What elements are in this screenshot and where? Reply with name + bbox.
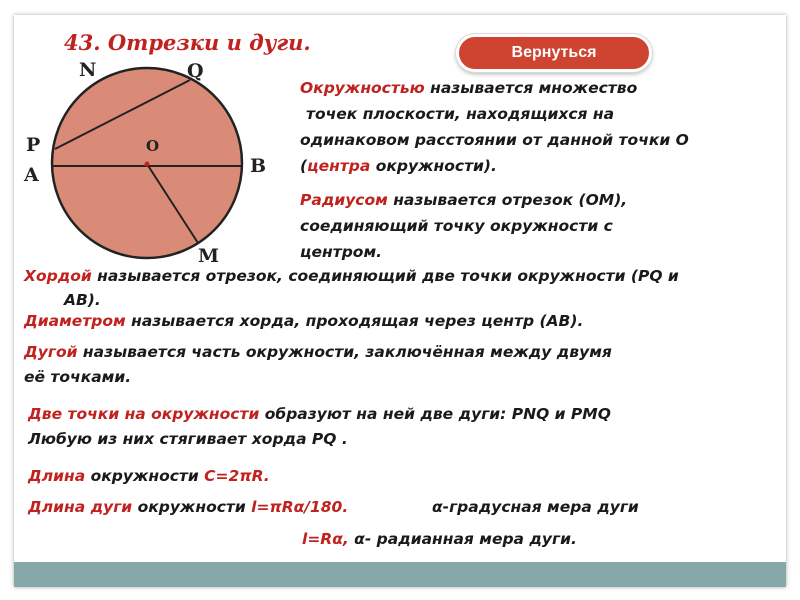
point-label-a: A — [24, 164, 39, 186]
circumference-text: окружности — [85, 467, 205, 485]
point-label-p: P — [26, 134, 41, 156]
def-radius-line3: центром. — [300, 243, 382, 261]
def-circle-line1 — [300, 77, 637, 100]
def-circle-text: называется множество — [424, 79, 638, 97]
radian-line — [302, 528, 577, 551]
def-radius-text: называется отрезок (ОМ), — [387, 191, 628, 209]
def-arc-line2: её точками. — [24, 368, 132, 386]
def-circle-line3: одинаковом расстоянии от данной точки О — [300, 131, 689, 149]
point-label-q: Q — [187, 60, 204, 82]
arc-length-formula: l=πRα/180. — [251, 498, 349, 516]
term-circle: Окружностью — [300, 79, 425, 97]
term-diameter: Диаметром — [24, 312, 126, 330]
two-points-term-2: на окружности — [124, 405, 260, 423]
arc-length-text: окружности — [132, 498, 252, 516]
def-chord-line1 — [24, 265, 679, 288]
arc-length-note: α-градусная мера дуги — [432, 498, 639, 516]
term-center: центра — [307, 157, 371, 175]
def-chord-line2: АВ). — [64, 291, 101, 309]
def-arc-text: называется часть окружности, заключённая между двумя — [77, 343, 612, 361]
circle-diagram — [0, 0, 300, 280]
def-circle-line4 — [300, 155, 497, 178]
two-points-line2: Любую из них стягивает хорда PQ . — [28, 430, 348, 448]
center-dot — [145, 162, 150, 167]
term-chord: Хордой — [24, 267, 92, 285]
point-label-n: N — [79, 59, 97, 81]
back-button[interactable]: Вернуться — [456, 34, 652, 72]
point-label-m: M — [198, 245, 220, 267]
two-points-text: образуют на ней две дуги: PNQ и PMQ — [259, 405, 611, 423]
paren-open: ( — [300, 157, 308, 175]
two-points-term: Две точки — [28, 405, 125, 423]
circumference-formula: С=2πR. — [204, 467, 270, 485]
term-arc: Дугой — [24, 343, 78, 361]
circumference-line — [28, 465, 270, 488]
arc-length-line — [28, 496, 348, 519]
radian-formula: l=Rα, — [302, 530, 349, 548]
def-arc-line1 — [24, 341, 612, 364]
radian-text: α- радианная мера дуги. — [348, 530, 577, 548]
two-points-line1 — [28, 403, 611, 426]
point-label-o: O — [146, 137, 160, 155]
term-length: Длина — [28, 467, 86, 485]
bottom-bar — [14, 562, 786, 587]
def-radius-line1 — [300, 189, 627, 212]
def-diameter-text: называется хорда, проходящая через центр (АВ). — [125, 312, 584, 330]
term-arc-length: Длина дуги — [28, 498, 133, 516]
def-chord-text: называется отрезок, соединяющий две точки окружности (PQ и — [91, 267, 679, 285]
def-circle-line2: точек плоскости, находящихся на — [306, 105, 615, 123]
term-radius: Радиусом — [300, 191, 388, 209]
page-title: 43. Отрезки и дуги. — [64, 30, 311, 55]
def-circle-line4-text: окружности). — [370, 157, 497, 175]
point-label-b: B — [250, 155, 267, 177]
def-radius-line2: соединяющий точку окружности с — [300, 217, 613, 235]
def-diameter — [24, 310, 583, 333]
